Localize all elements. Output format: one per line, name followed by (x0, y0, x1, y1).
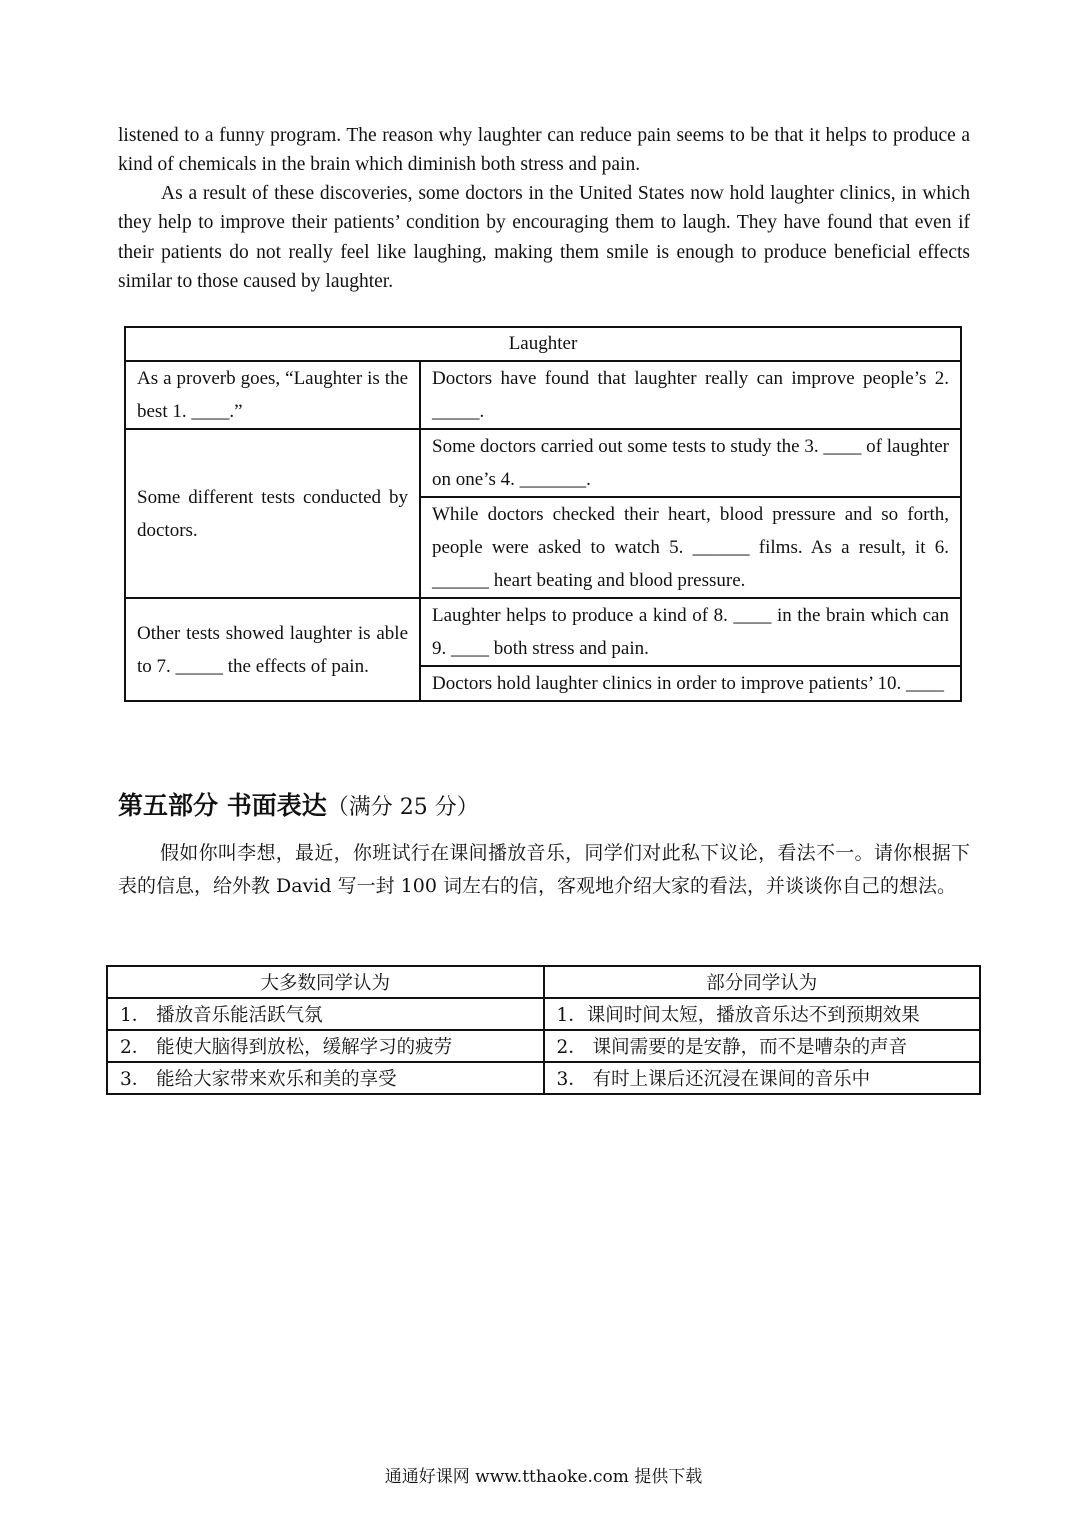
passage-paragraph-1: listened to a funny program. The reason why laughter can reduce pain seems to be that it helps to produce a kind of chemicals in the brain which diminish both stress and pain. (118, 125, 970, 176)
passage-paragraph-2: As a result of these discoveries, some doctors in the United States now hold laughter clinics, in which they help to improve their patients’ condition by encouraging them to laugh. They have found that even if their patients do not really feel like laughing, making them smile is enough to produce beneficial effects similar to those caused by laughter. (118, 183, 970, 292)
opinion-header-some: 部分同学认为 (544, 966, 981, 998)
table-cell: Other tests showed laughter is able to 7. _____ the effects of pain. (125, 598, 420, 701)
table-cell: 3． 有时上课后还沉浸在课间的音乐中 (544, 1062, 981, 1094)
table-cell: 1．课间时间太短，播放音乐达不到预期效果 (544, 998, 981, 1030)
table-title: Laughter (125, 327, 961, 361)
page-footer: 通通好课网 www.tthaoke.com 提供下载 (384, 1467, 703, 1487)
section-title (118, 786, 479, 822)
opinion-header-majority: 大多数同学认为 (107, 966, 544, 998)
table-cell: 2． 课间需要的是安静，而不是嘈杂的声音 (544, 1030, 981, 1062)
table-cell: 3． 能给大家带来欢乐和美的享受 (107, 1062, 544, 1094)
table-cell: 2． 能使大脑得到放松，缓解学习的疲劳 (107, 1030, 544, 1062)
table-cell: As a proverb goes, “Laughter is the best 1. ____.” (125, 361, 420, 429)
table-cell: Doctors hold laughter clinics in order to improve patients’ 10. ____ (420, 666, 961, 701)
section-title-text: 第五部分 书面表达 (118, 791, 327, 820)
table-cell: Some different tests conducted by doctors. (125, 429, 420, 598)
table-cell: Laughter helps to produce a kind of 8. ____ in the brain which can 9. ____ both stress and pain. (420, 598, 961, 666)
table-cell: Some doctors carried out some tests to study the 3. ____ of laughter on one’s 4. _______. (420, 429, 961, 497)
writing-prompt: 假如你叫李想，最近，你班试行在课间播放音乐，同学们对此私下议论，看法不一。请你根据下表的信息，给外教 David 写一封 100 词左右的信，客观地介绍大家的看法，并谈谈你自己的想法。 (118, 842, 970, 897)
section-score: （满分 25 分） (326, 795, 479, 820)
table-cell: 1． 播放音乐能活跃气氛 (107, 998, 544, 1030)
table-cell: Doctors have found that laughter really can improve people’s 2. _____. (420, 361, 961, 429)
table-cell: While doctors checked their heart, blood pressure and so forth, people were asked to watch 5. ______ films. As a result, it 6. ______ heart beating and blood pressure. (420, 497, 961, 598)
opinion-table (106, 965, 981, 1095)
laughter-summary-table (124, 326, 962, 702)
